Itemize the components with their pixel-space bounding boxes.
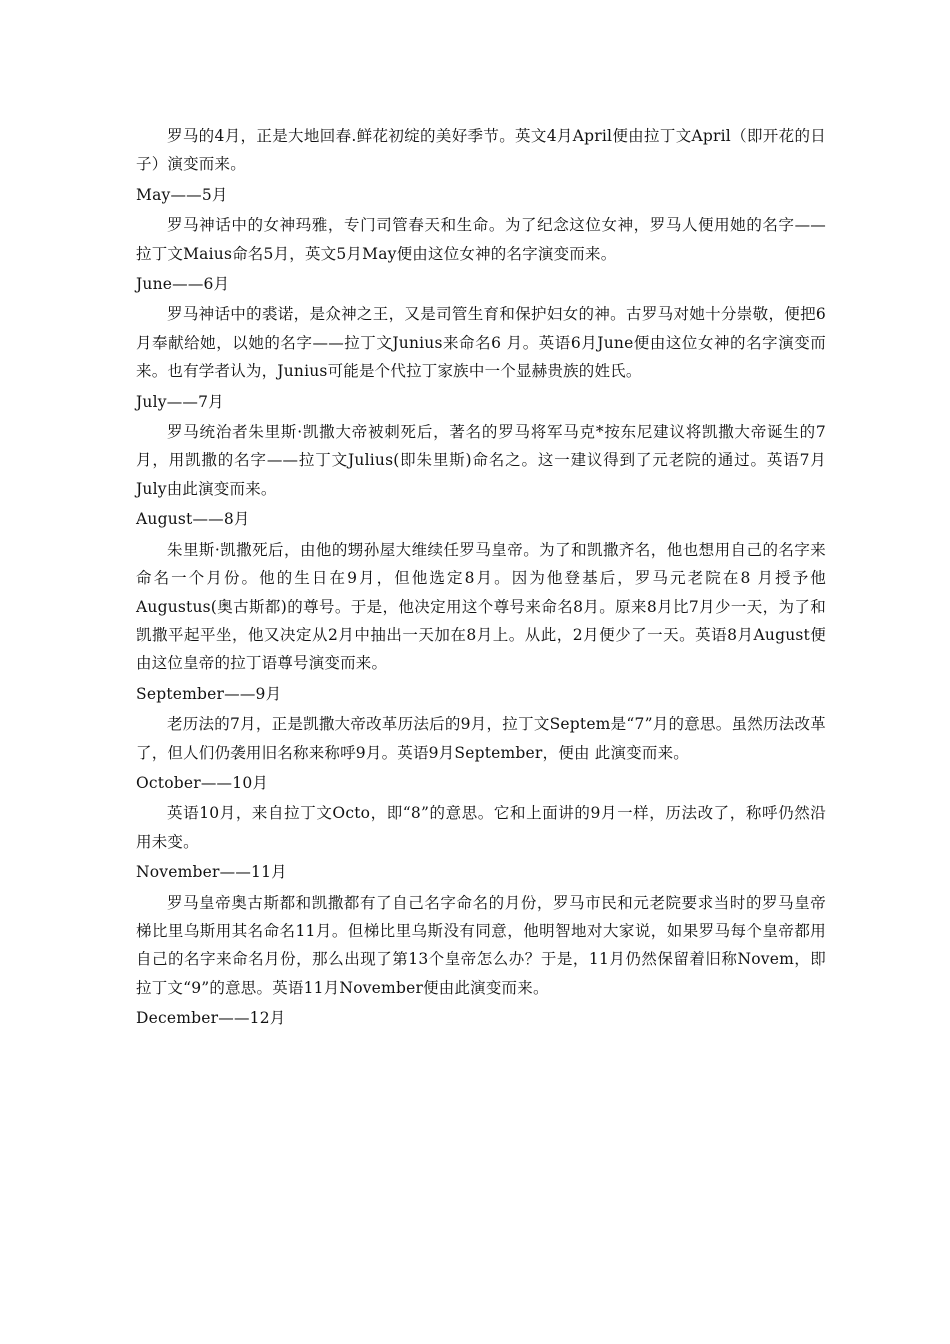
paragraph-october: 英语10月，来自拉丁文Octo，即“8”的意思。它和上面讲的9月一样，历法改了，称呼仍然沿用未变。 [136,804,826,851]
paragraph-june: 罗马神话中的裘诺，是众神之王，又是司管生育和保护妇女的神。古罗马对她十分崇敬，便把6月奉献给她，以她的名字——拉丁文Junius来命名6 月。英语6月June便由这位女神的名字演变而来。也有学者认为，Junius可能是个代拉丁家族中一个显赫贵族的姓氏。 [136,305,826,381]
paragraph-september: 老历法的7月，正是凯撒大帝改革历法后的9月，拉丁文Septem是“7”月的意思。虽然历法改革了，但人们仍袭用旧名称来称呼9月。英语9月September，便由 此演变而来。 [136,715,826,762]
paragraph-july: 罗马统治者朱里斯·凯撒大帝被刺死后，著名的罗马将军马克*按东尼建议将凯撒大帝诞生的7月，用凯撒的名字——拉丁文Julius(即朱里斯)命名之。这一建议得到了元老院的通过。英语7月July由此演变而来。 [136,423,826,498]
paragraph-may: 罗马神话中的女神玛雅，专门司管春天和生命。为了纪念这位女神，罗马人便用她的名字——拉丁文Maius命名5月，英文5月May便由这位女神的名字演变而来。 [136,216,826,263]
paragraph-november: 罗马皇帝奥古斯都和凯撒都有了自己名字命名的月份，罗马市民和元老院要求当时的罗马皇帝梯比里乌斯用其名命名11月。但梯比里乌斯没有同意，他明智地对大家说，如果罗马每个皇帝都用自己的名字来命名月份，那么出现了第13个皇帝怎么办？于是，11月仍然保留着旧称Novem，即拉丁文“9”的意思。英语11月November便由此演变而来。 [136,893,826,997]
heading-september: September——9月 [136,684,282,703]
heading-july: July——7月 [136,392,224,411]
document-body [136,122,826,1035]
heading-november: November——11月 [136,863,287,882]
heading-december: December——12月 [136,1009,286,1028]
heading-june: June——6月 [136,275,230,294]
heading-august: August——8月 [136,510,250,529]
heading-october: October——10月 [136,773,269,792]
paragraph-april: 罗马的4月，正是大地回春.鲜花初绽的美好季节。英文4月April便由拉丁文April（即开花的日子）演变而来。 [136,127,826,174]
paragraph-august: 朱里斯·凯撒死后，由他的甥孙屋大维续任罗马皇帝。为了和凯撒齐名，他也想用自己的名字来命名一个月份。他的生日在9月，但他选定8月。因为他登基后，罗马元老院在8 月授予他Augustus(奥古斯都)的尊号。于是，他决定用这个尊号来命名8月。原来8月比7月少一天，为了和凯撒平起平坐，他又决定从2月中抽出一天加在8月上。从此，2月便少了一天。英语8月August便由这位皇帝的拉丁语尊号演变而来。 [136,540,826,673]
heading-may: May——5月 [136,185,228,204]
